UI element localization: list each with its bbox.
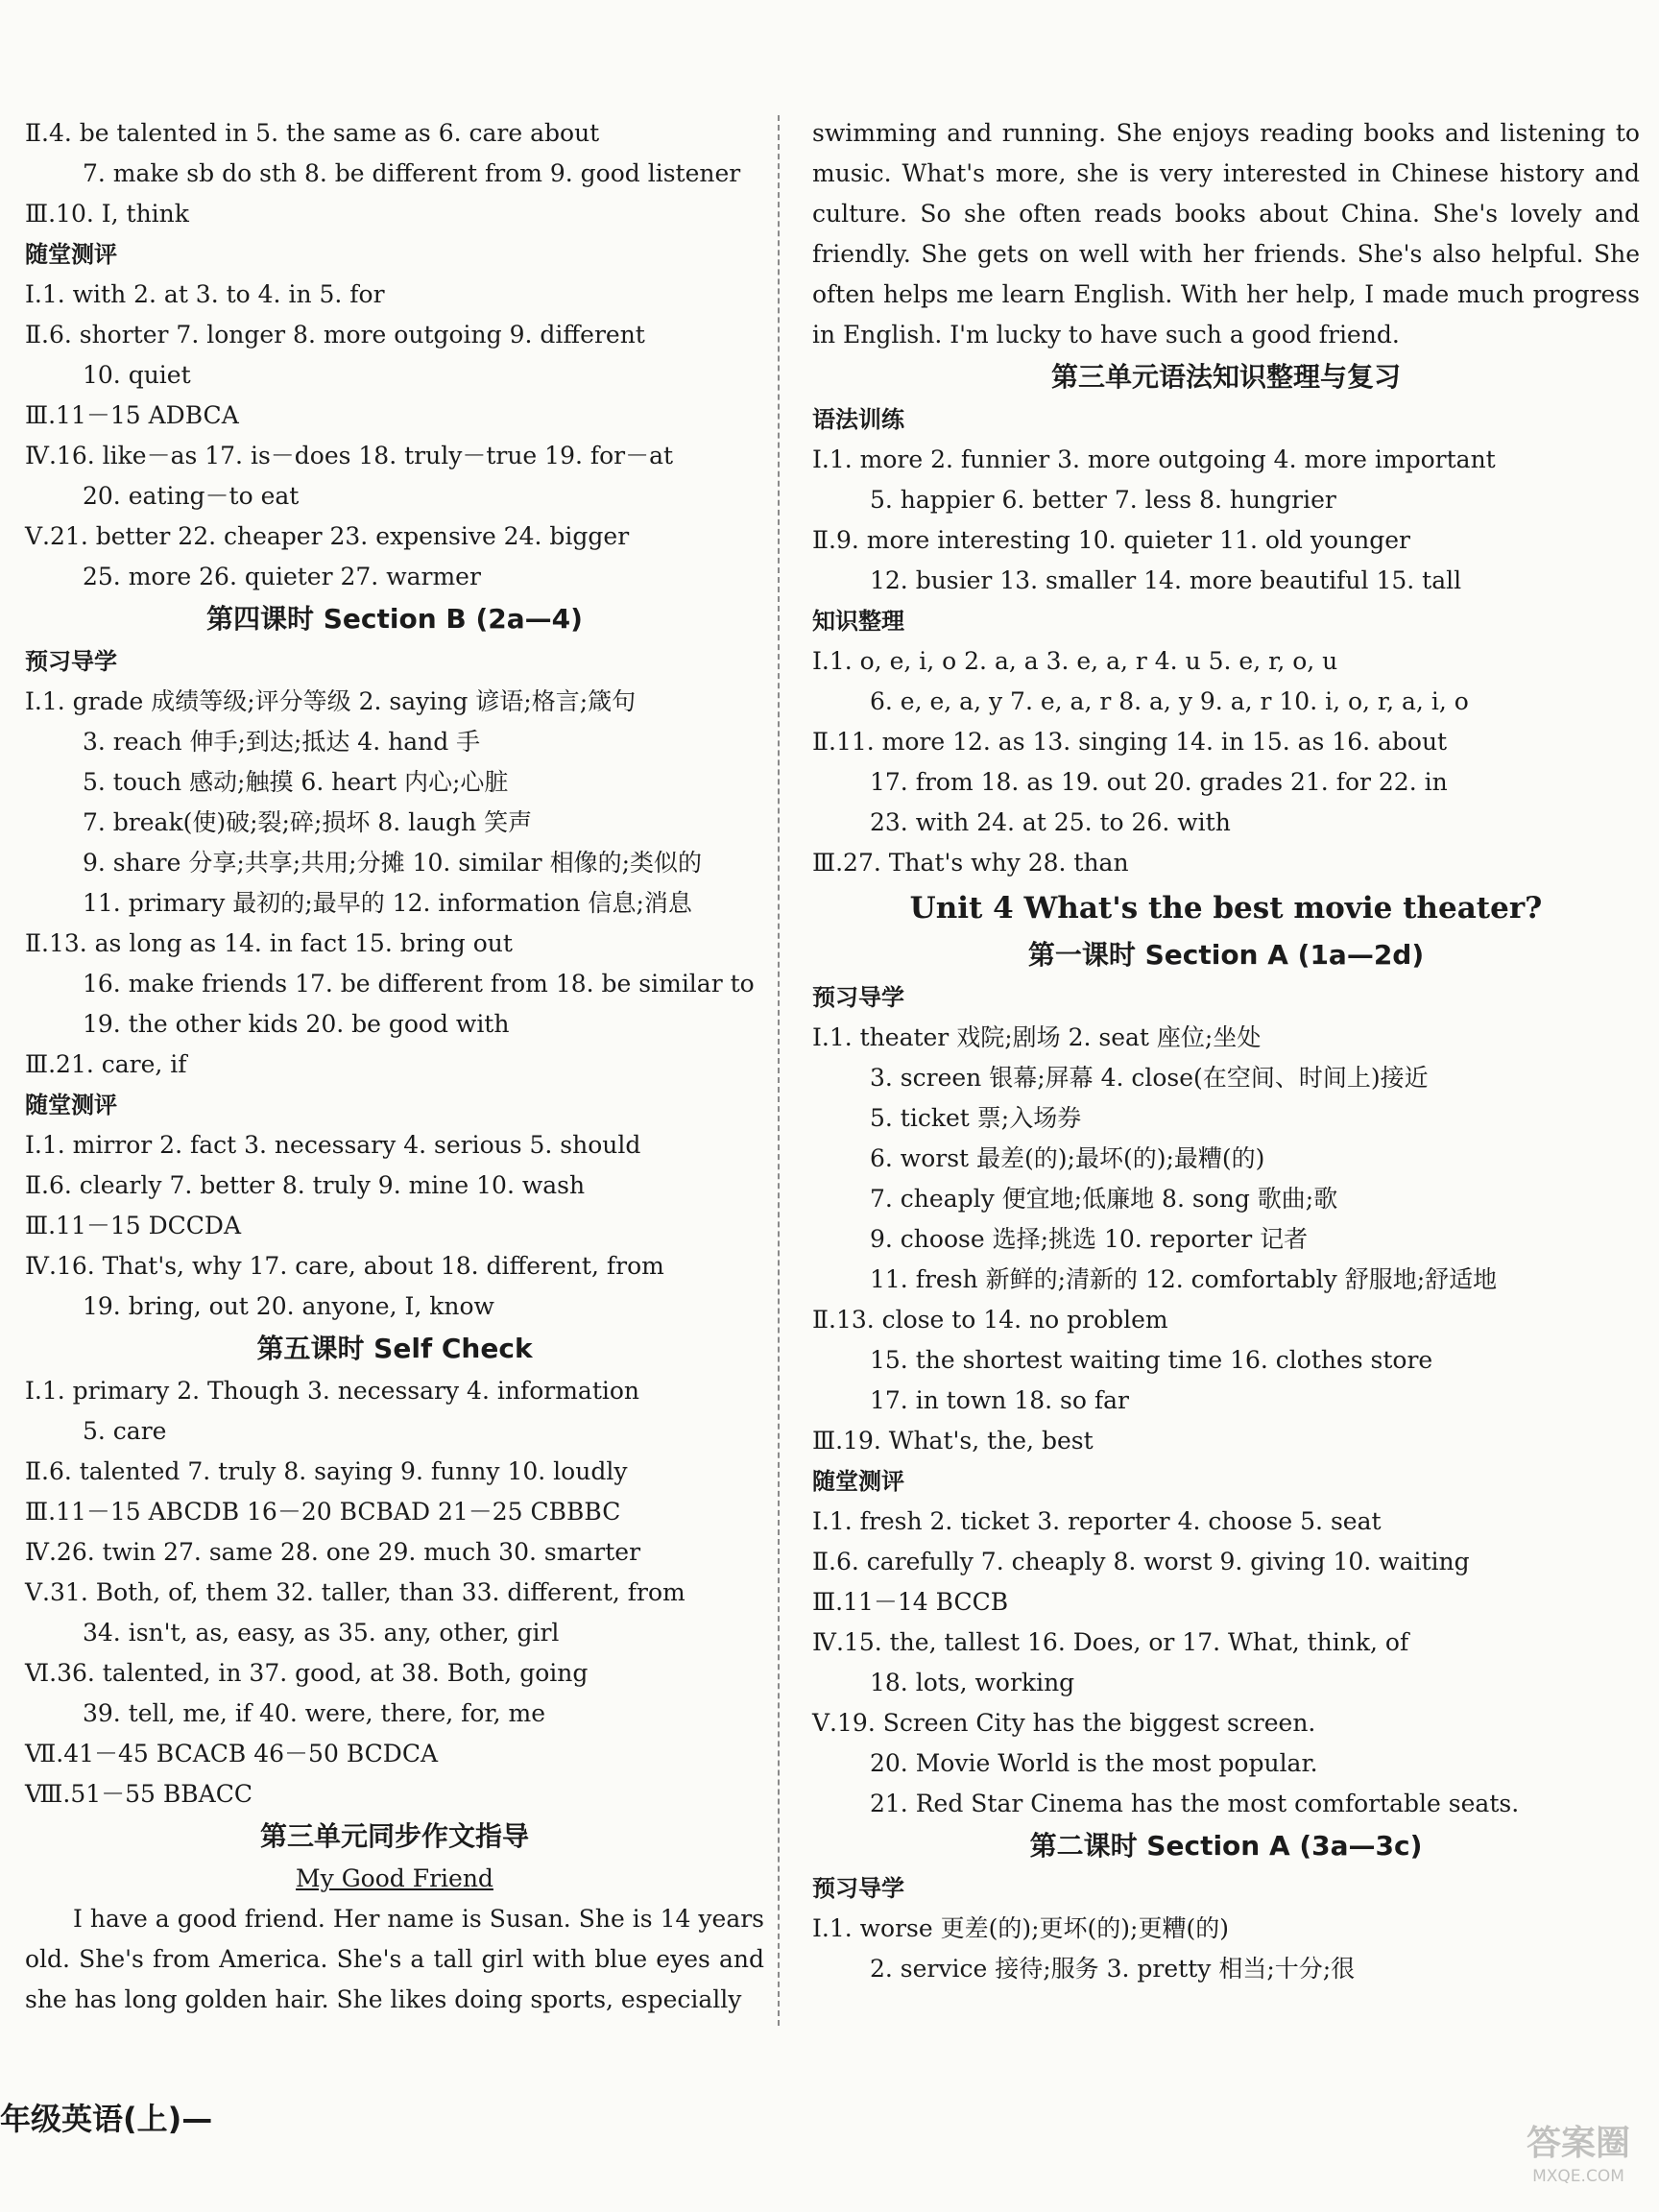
section-heading: 第二课时 Section A (3a—3c) [1029,1830,1423,1862]
answer-line: Ⅳ.16. That's, why 17. care, about 18. different, from [25,1252,664,1280]
answer-line: Ⅰ.1. grade 成绩等级;评分等级 2. saying 谚语;格言;箴句 [25,687,637,715]
answer-line: Ⅲ.27. That's why 28. than [812,849,1129,877]
answer-line: 17. in town 18. so far [870,1386,1129,1414]
answer-line: Ⅰ.1. mirror 2. fact 3. necessary 4. serious 5. should [25,1131,641,1159]
answer-line: 10. quiet [83,361,191,389]
answer-line: 34. isn't, as, easy, as 35. any, other, girl [83,1619,560,1647]
answer-line: 19. bring, out 20. anyone, I, know [83,1292,494,1320]
essay-title: My Good Friend [296,1864,493,1892]
answer-line: Ⅴ.21. better 22. cheaper 23. expensive 24. bigger [25,522,630,550]
answer-line: Ⅱ.6. talented 7. truly 8. saying 9. funny 10. loudly [25,1457,628,1485]
answer-line: Ⅰ.1. with 2. at 3. to 4. in 5. for [25,280,385,308]
subsection-label: 预习导学 [812,1875,904,1902]
answer-line: Ⅰ.1. theater 戏院;剧场 2. seat 座位;坐处 [812,1023,1262,1051]
answer-line: 6. e, e, a, y 7. e, a, r 8. a, y 9. a, r 10. i, o, r, a, i, o [870,687,1469,715]
left-column [25,113,764,2020]
answer-line: 23. with 24. at 25. to 26. with [870,808,1231,836]
subsection-label: 预习导学 [25,648,117,675]
answer-line: 5. touch 感动;触摸 6. heart 内心;心脏 [83,768,509,796]
answer-line: Ⅲ.11－15 ADBCA [25,401,239,429]
answer-line: 7. make sb do sth 8. be different from 9. good listener [83,159,741,187]
answer-line: Ⅲ.11－14 BCCB [812,1588,1009,1616]
answer-line: 3. screen 银幕;屏幕 4. close(在空间、时间上)接近 [870,1064,1429,1092]
answer-line: Ⅱ.4. be talented in 5. the same as 6. care about [25,119,600,147]
answer-line: 17. from 18. as 19. out 20. grades 21. for 22. in [870,768,1448,796]
column-divider [778,115,780,2026]
answer-line: Ⅰ.1. o, e, i, o 2. a, a 3. e, a, r 4. u 5. e, r, o, u [812,647,1338,675]
answer-line: 5. care [83,1417,167,1445]
subsection-label: 随堂测评 [25,1092,117,1118]
answer-line: 12. busier 13. smaller 14. more beautiful 15. tall [870,566,1462,594]
answer-line: 18. lots, working [870,1669,1075,1696]
answer-line: Ⅶ.41－45 BCACB 46－50 BCDCA [25,1740,439,1767]
answer-line: 20. eating－to eat [83,482,300,510]
answer-line: Ⅱ.13. close to 14. no problem [812,1306,1168,1334]
answer-line: 39. tell, me, if 40. were, there, for, me [83,1699,546,1727]
section-heading: 第四课时 Section B (2a—4) [206,603,583,635]
section-heading: 第一课时 Section A (1a—2d) [1027,939,1425,971]
subsection-label: 知识整理 [812,608,904,635]
watermark-url: MXQE.COM [1532,2167,1624,2186]
answer-line: Ⅱ.9. more interesting 10. quieter 11. old younger [812,526,1410,554]
answer-line: Ⅳ.15. the, tallest 16. Does, or 17. What, think, of [812,1628,1409,1656]
subsection-label: 随堂测评 [25,241,117,268]
answer-line: 15. the shortest waiting time 16. clothes store [870,1346,1433,1374]
answer-line: 9. choose 选择;挑选 10. reporter 记者 [870,1225,1309,1253]
answer-line: 9. share 分享;共享;共用;分摊 10. similar 相像的;类似的 [83,849,702,877]
essay-paragraph: swimming and running. She enjoys reading books and listening to music. What's more, she is very interested in Chinese history and culture. So she often reads books about China. She's lovely and friendly. She gets on well with her friends. She's also helpful. She often helps me learn English. With her help, I made much progress in English. I'm lucky to have such a good friend. [812,119,1640,349]
subsection-label: 语法训练 [812,406,904,433]
answer-line: 7. break(使)破;裂;碎;损坏 8. laugh 笑声 [83,808,533,836]
answer-line: Ⅲ.19. What's, the, best [812,1427,1094,1455]
answer-line: Ⅳ.26. twin 27. same 28. one 29. much 30. smarter [25,1538,641,1566]
answer-line: 3. reach 伸手;到达;抵达 4. hand 手 [83,728,481,756]
answer-line: 11. primary 最初的;最早的 12. information 信息;消息 [83,889,692,917]
subsection-label: 预习导学 [812,984,904,1011]
answer-line: 5. ticket 票;入场券 [870,1104,1082,1132]
subsection-label: 随堂测评 [812,1468,904,1495]
answer-line: 25. more 26. quieter 27. warmer [83,563,481,590]
answer-line: Ⅴ.19. Screen City has the biggest screen. [812,1709,1316,1737]
answer-line: 16. make friends 17. be different from 18. be similar to [83,970,755,998]
answer-line: Ⅱ.11. more 12. as 13. singing 14. in 15. as 16. about [812,728,1448,756]
answer-line: 20. Movie World is the most popular. [870,1749,1318,1777]
answer-line: Ⅲ.11－15 DCCDA [25,1212,242,1239]
essay-paragraph: I have a good friend. Her name is Susan. She is 14 years old. She's from America. She's a tall girl with blue eyes and she has long golden hair. She likes doing sports, especially [25,1905,764,2013]
answer-line: 19. the other kids 20. be good with [83,1010,510,1038]
section-heading: 第三单元语法知识整理与复习 [1050,361,1401,393]
answer-line: 6. worst 最差(的);最坏(的);最糟(的) [870,1144,1265,1172]
section-heading: 第五课时 Self Check [256,1333,533,1364]
answer-line: Ⅰ.1. fresh 2. ticket 3. reporter 4. choose 5. seat [812,1507,1382,1535]
answer-line: 5. happier 6. better 7. less 8. hungrier [870,486,1336,514]
answer-line: 21. Red Star Cinema has the most comfortable seats. [870,1790,1520,1817]
answer-line: Ⅱ.6. clearly 7. better 8. truly 9. mine 10. wash [25,1171,586,1199]
answer-line: Ⅲ.11－15 ABCDB 16－20 BCBAD 21－25 CBBBC [25,1498,621,1526]
answer-line: Ⅲ.10. I, think [25,200,189,228]
answer-line: Ⅰ.1. worse 更差(的);更坏(的);更糟(的) [812,1914,1229,1942]
answer-line: Ⅰ.1. more 2. funnier 3. more outgoing 4. more important [812,445,1496,473]
section-heading: 第三单元同步作文指导 [259,1820,529,1852]
answer-line: 11. fresh 新鲜的;清新的 12. comfortably 舒服地;舒适地 [870,1265,1498,1293]
answer-line: Ⅵ.36. talented, in 37. good, at 38. Both, going [25,1659,589,1687]
answer-line: 2. service 接待;服务 3. pretty 相当;十分;很 [870,1955,1356,1983]
answer-line: Ⅳ.16. like－as 17. is－does 18. truly－true 19. for－at [25,442,674,469]
right-column [812,113,1640,1989]
answer-line: Ⅱ.13. as long as 14. in fact 15. bring out [25,929,513,957]
page-footer: 年级英语(上)— [0,2101,213,2137]
answer-line: Ⅱ.6. shorter 7. longer 8. more outgoing 9. different [25,321,645,349]
answer-line: Ⅱ.6. carefully 7. cheaply 8. worst 9. giving 10. waiting [812,1548,1470,1575]
answer-line: Ⅰ.1. primary 2. Though 3. necessary 4. information [25,1377,640,1405]
answer-line: Ⅴ.31. Both, of, them 32. taller, than 33. different, from [25,1578,685,1606]
watermark-logo-text: 答案圈 [1526,2124,1630,2163]
answer-line: Ⅷ.51－55 BBACC [25,1780,252,1808]
answer-line: 7. cheaply 便宜地;低廉地 8. song 歌曲;歌 [870,1185,1338,1213]
watermark-logo [1511,2122,1646,2199]
answer-line: Ⅲ.21. care, if [25,1050,187,1078]
unit-heading: Unit 4 What's the best movie theater? [909,891,1543,926]
